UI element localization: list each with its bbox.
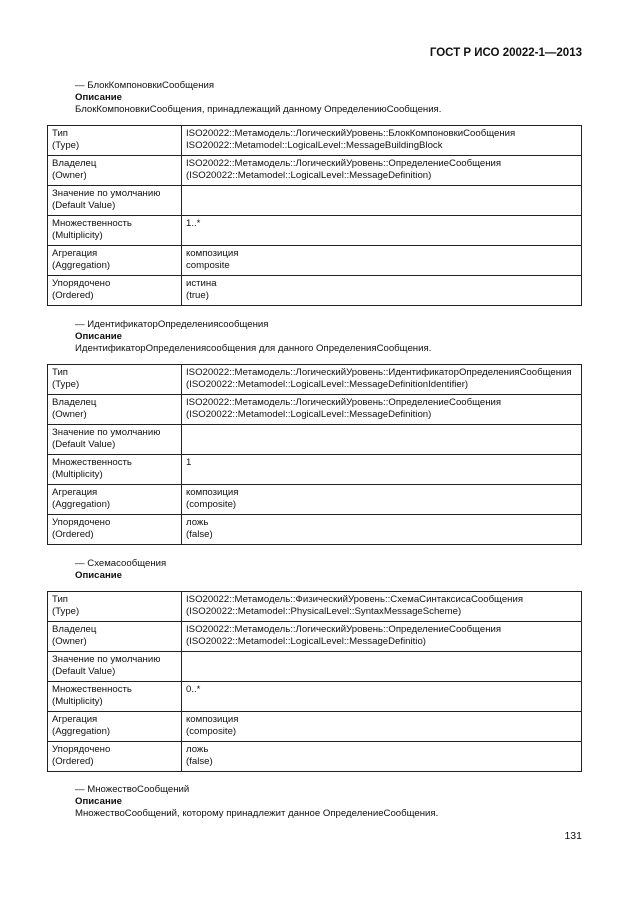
table-row <box>48 742 582 772</box>
attribute-value-line: ISO20022::Метамодель::ФизическийУровень::СхемаСинтаксисаСообщения <box>186 594 524 605</box>
attribute-value-cell <box>182 455 582 485</box>
attribute-value-line: (true) <box>186 290 209 301</box>
section-title: — Схемасообщения <box>75 558 167 569</box>
attribute-name-line: (Owner) <box>52 636 87 647</box>
attribute-value-cell <box>182 425 582 455</box>
table-row <box>48 682 582 712</box>
attribute-name-line: (Ordered) <box>52 529 94 540</box>
attribute-name-line: Владелец <box>52 624 97 635</box>
attribute-name-line: Множественность <box>52 684 132 695</box>
attribute-value-cell <box>182 365 582 395</box>
attribute-value-line: истина <box>186 278 217 289</box>
attribute-name-cell <box>48 365 182 395</box>
attribute-value-cell <box>182 485 582 515</box>
attribute-name-cell <box>48 156 182 186</box>
attribute-value-line: ISO20022::Метамодель::ЛогическийУровень::БлокКомпоновкиСообщения <box>186 128 516 139</box>
page-number: 131 <box>564 830 582 842</box>
attribute-name-cell <box>48 652 182 682</box>
attribute-name-cell <box>48 126 182 156</box>
table-row <box>48 216 582 246</box>
attribute-name-line: Агрегация <box>52 487 98 498</box>
attribute-name-line: Упорядочено <box>52 278 111 289</box>
attribute-name-line: (Type) <box>52 606 80 617</box>
section-description: ИдентификаторОпределениясообщения для данного ОпределенияСообщения. <box>75 343 432 354</box>
attribute-value-line: ISO20022::Метамодель::ЛогическийУровень::ОпределениеСообщения <box>186 158 502 169</box>
table-row <box>48 622 582 652</box>
attribute-name-cell <box>48 216 182 246</box>
attribute-name-line: Упорядочено <box>52 744 111 755</box>
attribute-value-line: композиция <box>186 714 239 725</box>
table-row <box>48 652 582 682</box>
attribute-name-cell <box>48 682 182 712</box>
table-row <box>48 425 582 455</box>
attribute-name-line: Агрегация <box>52 714 98 725</box>
section-label: Описание <box>75 796 122 807</box>
attribute-name-cell <box>48 455 182 485</box>
attribute-value-cell <box>182 592 582 622</box>
attribute-value-cell <box>182 515 582 545</box>
attribute-name-line: (Type) <box>52 379 80 390</box>
attribute-name-cell <box>48 622 182 652</box>
attribute-name-line: Упорядочено <box>52 517 111 528</box>
attribute-name-line: Владелец <box>52 158 97 169</box>
attribute-name-cell <box>48 485 182 515</box>
attribute-value-line: (composite) <box>186 499 237 510</box>
attribute-value-line: ISO20022::Metamodel::LogicalLevel::MessageBuildingBlock <box>186 140 443 151</box>
attribute-value-line: (false) <box>186 529 213 540</box>
section-message-building-block <box>47 80 582 306</box>
attribute-value-cell <box>182 156 582 186</box>
attribute-value-line: ISO20022::Метамодель::ЛогическийУровень::ИдентификаторОпределенияСообщения <box>186 367 572 378</box>
attribute-name-cell <box>48 246 182 276</box>
attribute-name-line: Множественность <box>52 457 132 468</box>
attribute-name-line: (Multiplicity) <box>52 696 103 707</box>
attribute-value-line: ложь <box>186 744 209 755</box>
attribute-name-line: (Multiplicity) <box>52 230 103 241</box>
table-row <box>48 126 582 156</box>
table-row <box>48 186 582 216</box>
attribute-value-line: 1 <box>186 457 192 468</box>
section-message-scheme <box>47 558 582 772</box>
attribute-value-line: композиция <box>186 248 239 259</box>
attribute-name-line: (Owner) <box>52 170 87 181</box>
table-row <box>48 156 582 186</box>
attribute-name-cell <box>48 186 182 216</box>
attribute-name-line: Значение по умолчанию <box>52 654 161 665</box>
attribute-name-cell <box>48 395 182 425</box>
attribute-name-line: (Type) <box>52 140 80 151</box>
table-row <box>48 515 582 545</box>
table-row <box>48 246 582 276</box>
attribute-value-cell <box>182 712 582 742</box>
attribute-table <box>47 125 582 306</box>
attribute-value-cell <box>182 622 582 652</box>
section-description: МножествоСообщений, которому принадлежит данное ОпределениеСообщения. <box>75 808 439 819</box>
attribute-value-line: (ISO20022::Metamodel::LogicalLevel::MessageDefinitionIdentifier) <box>186 379 469 390</box>
attribute-name-line: Тип <box>52 594 68 605</box>
attribute-value-cell <box>182 186 582 216</box>
table-row <box>48 395 582 425</box>
section-label: Описание <box>75 331 122 342</box>
attribute-table <box>47 591 582 772</box>
attribute-name-line: (Aggregation) <box>52 726 111 737</box>
attribute-name-line: Владелец <box>52 397 97 408</box>
attribute-name-line: (Ordered) <box>52 756 94 767</box>
attribute-name-line: Значение по умолчанию <box>52 188 161 199</box>
section-title: — БлокКомпоновкиСообщения <box>75 80 215 91</box>
attribute-name-line: (Owner) <box>52 409 87 420</box>
attribute-value-cell <box>182 395 582 425</box>
attribute-value-cell <box>182 246 582 276</box>
table-row <box>48 712 582 742</box>
attribute-name-line: Значение по умолчанию <box>52 427 161 438</box>
attribute-name-cell <box>48 742 182 772</box>
attribute-value-line: композиция <box>186 487 239 498</box>
attribute-name-line: (Default Value) <box>52 200 116 211</box>
attribute-name-line: (Ordered) <box>52 290 94 301</box>
attribute-value-cell <box>182 742 582 772</box>
attribute-value-line: (false) <box>186 756 213 767</box>
attribute-value-cell <box>182 652 582 682</box>
section-message-definition-identifier <box>47 319 582 545</box>
table-row <box>48 455 582 485</box>
attribute-name-line: Множественность <box>52 218 132 229</box>
attribute-value-line: (ISO20022::Metamodel::LogicalLevel::MessageDefinitio) <box>186 636 426 647</box>
attribute-value-line: composite <box>186 260 230 271</box>
attribute-value-cell <box>182 276 582 306</box>
attribute-name-cell <box>48 425 182 455</box>
attribute-value-line: (ISO20022::Metamodel::PhysicalLevel::SyntaxMessageScheme) <box>186 606 462 617</box>
attribute-name-cell <box>48 276 182 306</box>
section-label: Описание <box>75 92 122 103</box>
section-label: Описание <box>75 570 122 581</box>
attribute-value-line: (ISO20022::Metamodel::LogicalLevel::MessageDefinition) <box>186 170 432 181</box>
attribute-value-line: ISO20022::Метамодель::ЛогическийУровень::ОпределениеСообщения <box>186 397 502 408</box>
section-title: — ИдентификаторОпределениясообщения <box>75 319 269 330</box>
table-row <box>48 592 582 622</box>
attribute-name-cell <box>48 515 182 545</box>
attribute-name-line: Тип <box>52 128 68 139</box>
document-header: ГОСТ Р ИСО 20022-1—2013 <box>429 47 582 59</box>
attribute-name-line: (Aggregation) <box>52 260 111 271</box>
attribute-name-line: Тип <box>52 367 68 378</box>
attribute-name-line: Агрегация <box>52 248 98 259</box>
attribute-name-line: (Default Value) <box>52 439 116 450</box>
attribute-name-line: (Multiplicity) <box>52 469 103 480</box>
section-message-set <box>47 784 582 820</box>
attribute-name-line: (Default Value) <box>52 666 116 677</box>
attribute-table <box>47 364 582 545</box>
attribute-value-line: 0..* <box>186 684 201 695</box>
attribute-value-line: (ISO20022::Metamodel::LogicalLevel::MessageDefinition) <box>186 409 432 420</box>
attribute-value-line: 1..* <box>186 218 201 229</box>
table-row <box>48 365 582 395</box>
attribute-value-line: (composite) <box>186 726 237 737</box>
attribute-value-line: ISO20022::Метамодель::ЛогическийУровень::ОпределениеСообщения <box>186 624 502 635</box>
attribute-value-line: ложь <box>186 517 209 528</box>
table-row <box>48 276 582 306</box>
attribute-value-cell <box>182 216 582 246</box>
attribute-name-line: (Aggregation) <box>52 499 111 510</box>
section-title: — МножествоСообщений <box>75 784 190 795</box>
attribute-name-cell <box>48 592 182 622</box>
table-row <box>48 485 582 515</box>
attribute-value-cell <box>182 126 582 156</box>
attribute-name-cell <box>48 712 182 742</box>
section-description: БлокКомпоновкиСообщения, принадлежащий данному ОпределениюСообщения. <box>75 104 442 115</box>
attribute-value-cell <box>182 682 582 712</box>
